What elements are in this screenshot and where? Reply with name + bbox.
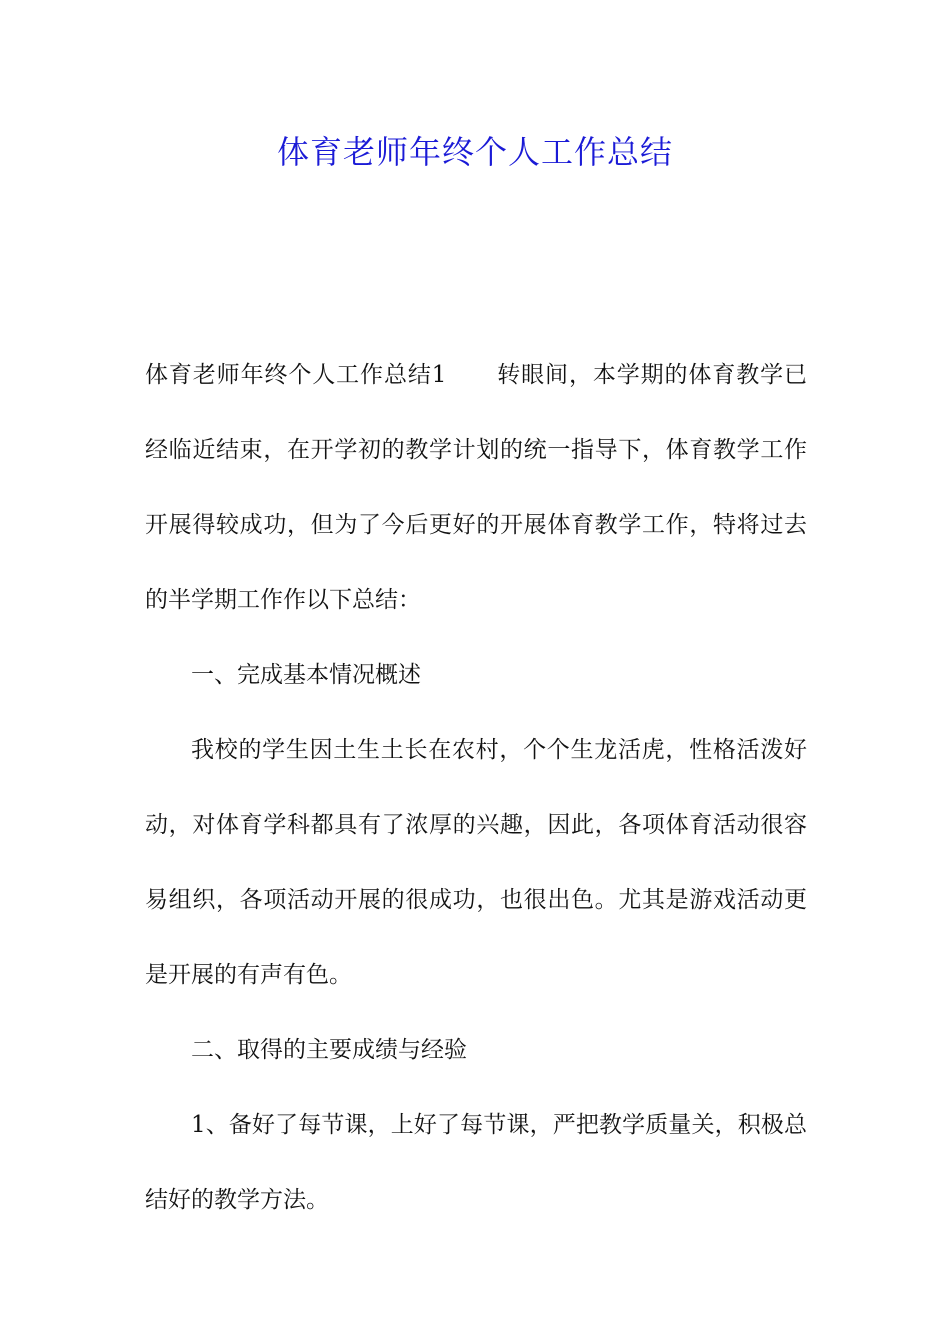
section-heading-achievements: 二、取得的主要成绩与经验 [191, 1037, 467, 1063]
paragraph-achievement-1: 1、备好了每节课，上好了每节课，严把教学质量关，积极总结好的教学方法。 [145, 1112, 807, 1213]
intro-text: 转眼间，本学期的体育教学已经临近结束，在开学初的教学计划的统一指导下，体育教学工作开展得较成功，但为了今后更好的开展体育教学工作，特将过去的半学期工作作以下总结： [145, 362, 808, 613]
paragraph-intro [145, 338, 807, 638]
section-heading-1: 体育老师年终个人工作总结1 [145, 362, 447, 388]
section-heading-overview: 一、完成基本情况概述 [191, 662, 421, 688]
document-body [145, 338, 807, 1238]
document-title: 体育老师年终个人工作总结 [276, 133, 673, 171]
paragraph-overview: 我校的学生因土生土长在农村，个个生龙活虎，性格活泼好动，对体育学科都具有了浓厚的兴趣，因此，各项体育活动很容易组织，各项活动开展的很成功，也很出色。尤其是游戏活动更是开展的有声有色。 [145, 737, 807, 988]
